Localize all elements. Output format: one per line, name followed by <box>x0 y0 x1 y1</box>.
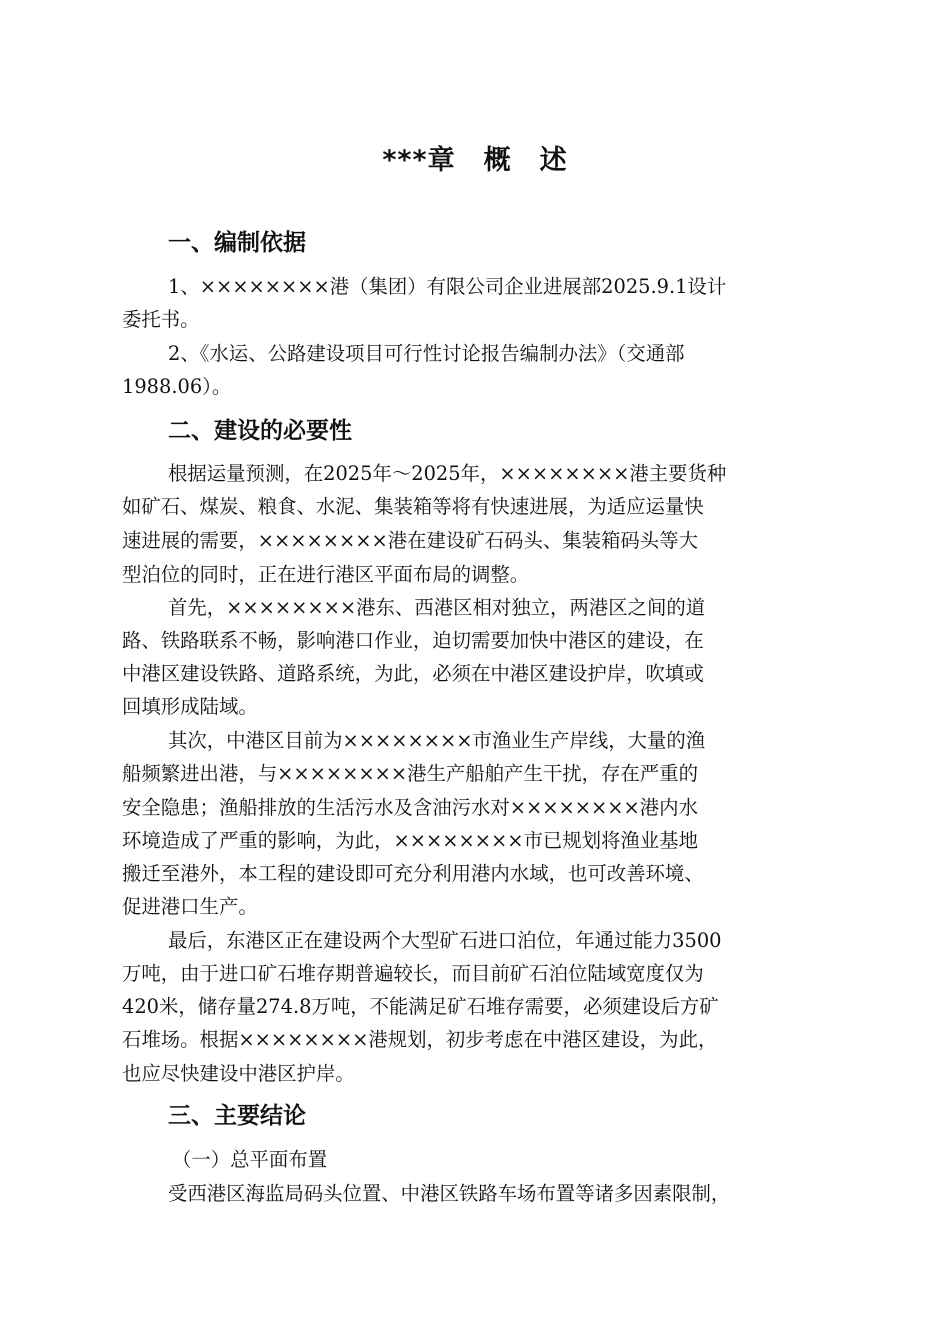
paragraph-line: 型泊位的同时，正在进行港区平面布局的调整。 <box>122 563 530 586</box>
paragraph-line: 路、铁路联系不畅，影响港口作业，迫切需要加快中港区的建设，在 <box>122 629 704 652</box>
paragraph-line: 中港区建设铁路、道路系统，为此，必须在中港区建设护岸，吹填或 <box>122 662 704 685</box>
paragraph-line: 最后，东港区正在建设两个大型矿石进口泊位，年通过能力3500 <box>168 929 722 952</box>
section-heading-necessity: 二、建设的必要性 <box>168 418 352 444</box>
paragraph-line: 石堆场。根据××××××××港规划，初步考虑在中港区建设，为此， <box>122 1028 718 1051</box>
paragraph-line: 速进展的需要，××××××××港在建设矿石码头、集装箱码头等大 <box>122 529 698 552</box>
paragraph-line: 根据运量预测，在2025年～2025年，××××××××港主要货种 <box>168 462 727 485</box>
chapter-title: ***章 概 述 <box>382 145 568 176</box>
paragraph-line: 万吨，由于进口矿石堆存期普遍较长，而目前矿石泊位陆域宽度仅为 <box>122 962 704 985</box>
paragraph-line: 首先，××××××××港东、西港区相对独立，两港区之间的道 <box>168 596 706 619</box>
paragraph-line: 受西港区海监局码头位置、中港区铁路车场布置等诸多因素限制， <box>168 1182 731 1205</box>
subsection-heading: （一）总平面布置 <box>172 1148 328 1171</box>
paragraph-line: 船频繁进出港，与××××××××港生产船舶产生干扰，存在严重的 <box>122 762 698 785</box>
paragraph-line: 环境造成了严重的影响，为此，××××××××市已规划将渔业基地 <box>122 829 698 852</box>
section-heading-basis: 一、编制依据 <box>168 230 306 256</box>
paragraph-line: 1、××××××××港（集团）有限公司企业进展部2025.9.1设计 <box>168 275 727 298</box>
paragraph-line: 搬迁至港外，本工程的建设即可充分利用港内水域，也可改善环境、 <box>122 862 704 885</box>
paragraph-line: 420米，储存量274.8万吨，不能满足矿石堆存需要，必须建设后方矿 <box>122 995 719 1018</box>
section-heading-conclusions: 三、主要结论 <box>168 1103 306 1129</box>
paragraph-line: 1988.06）。 <box>122 375 232 398</box>
paragraph-line: 委托书。 <box>122 308 200 331</box>
paragraph-line: 其次，中港区目前为××××××××市渔业生产岸线，大量的渔 <box>168 729 706 752</box>
paragraph-line: 回填形成陆域。 <box>122 695 258 718</box>
paragraph-line: 也应尽快建设中港区护岸。 <box>122 1062 355 1085</box>
paragraph-line: 促进港口生产。 <box>122 895 258 918</box>
paragraph-line: 安全隐患；渔船排放的生活污水及含油污水对××××××××港内水 <box>122 796 698 819</box>
paragraph-line: 如矿石、煤炭、粮食、水泥、集装箱等将有快速进展，为适应运量快 <box>122 495 704 518</box>
paragraph-line: 2、《水运、公路建设项目可行性讨论报告编制办法》（交通部 <box>168 342 685 365</box>
